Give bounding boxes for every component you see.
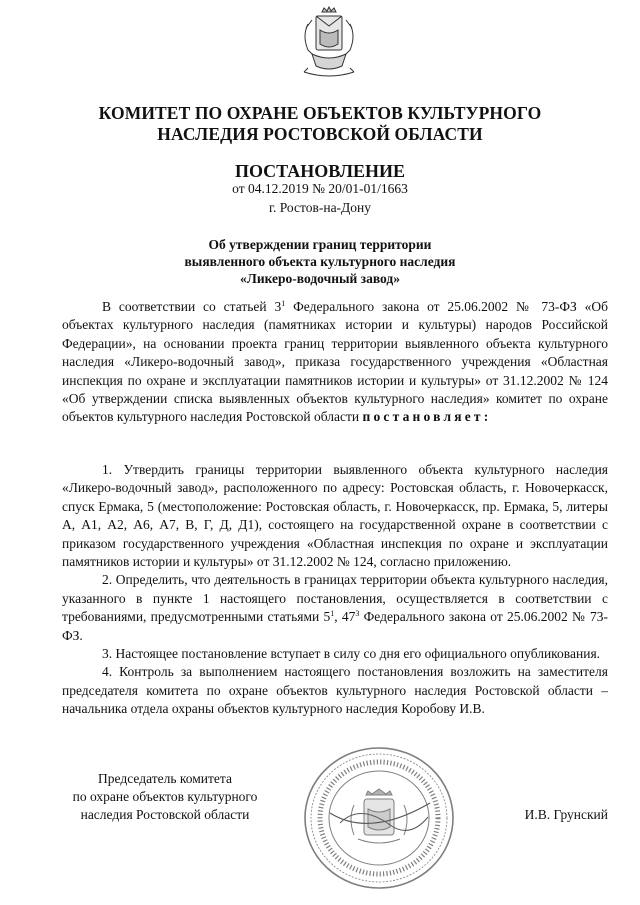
intro-paragraph <box>62 298 608 427</box>
item-2-text-2: , 47 <box>334 609 356 625</box>
signer-title-line-3: наследия Ростовской области <box>80 807 250 822</box>
item-2-text-1: 2. Определить, что деятельность в границах территории объекта культурного наследия, указанного в пункте 1 настоящего постановления, осуществляется в соответствии с требованиями, предусмотренными статьями 5 <box>62 572 608 625</box>
organization-name <box>0 103 640 145</box>
subject-line-3: «Ликеро-водочный завод» <box>240 271 400 286</box>
intro-superscript: 1 <box>281 299 286 308</box>
item-1: 1. Утвердить границы территории выявленного объекта культурного наследия «Ликеро-водочный завод», расположенного по адресу: Ростовская область, г. Новочеркасск, спуск Ермака, 5 (местоположение: Ростовская область, г. Новочеркасск, пр. Ермака, 5, литеры А, А1, А2, А6, А7, В, Г, Д, Д1), состоящего на государственной охране в соответствии с приказом государственного учреждения «Областная инспекция по охране и эксплуатации памятников истории и культуры» от 31.12.2002 № 124, согласно приложению. <box>62 462 608 570</box>
item-3: 3. Настоящее постановление вступает в силу со дня его официального опубликования. <box>102 646 601 662</box>
coat-of-arms-icon <box>298 6 360 82</box>
org-line-2: НАСЛЕДИЯ РОСТОВСКОЙ ОБЛАСТИ <box>157 124 483 144</box>
subject-line-1: Об утверждении границ территории <box>208 237 432 252</box>
subject-line-2: выявленного объекта культурного наследия <box>184 254 456 269</box>
signer-name: И.В. Грунский <box>524 807 608 822</box>
item-2-text-3: Федерального закона от 25.06.2002 № 73-ФЗ. <box>62 609 608 643</box>
item-2-superscript-1: 1 <box>330 609 335 619</box>
document-subject <box>0 236 640 287</box>
item-2 <box>62 571 608 645</box>
item-4: 4. Контроль за выполнением настоящего постановления возложить на заместителя председателя комитета по охране объектов культурного наследия Ростовской области – начальника отдела охраны объектов культурного наследия Коробову И.В. <box>62 664 608 717</box>
document-city: г. Ростов-на-Дону <box>268 200 371 215</box>
resolves-word: постановляет: <box>362 409 492 425</box>
org-line-1: КОМИТЕТ ПО ОХРАНЕ ОБЪЕКТОВ КУЛЬТУРНОГО <box>98 103 542 123</box>
signer-title-line-1: Председатель комитета <box>98 771 232 786</box>
document-type: ПОСТАНОВЛЕНИЕ <box>234 161 406 181</box>
item-2-superscript-2: 3 <box>355 609 360 619</box>
intro-text-1: В соответствии со статьей 3 <box>102 299 282 314</box>
signer-title <box>40 770 290 824</box>
intro-text-2: Федерального закона от 25.06.2002 № 73-ФЗ «Об объектах культурного наследия (памятниках истории и культуры) народов Российской Федерации», на основании проекта границ территории выявленного объекта культурного наследия «Ликеро-водочный завод», приказа государственного учреждения «Областная инспекция по охране и эксплуатации памятников истории и культуры» от 31.12.2002 № 124 «Об утверждении списка выявленных объектов культурного наследия» комитет по охране объектов культурного наследия Ростовской области <box>62 299 608 425</box>
official-seal-icon <box>300 743 458 893</box>
resolution-items <box>62 461 608 719</box>
signer-title-line-2: по охране объектов культурного <box>72 789 258 804</box>
document-date-number: от 04.12.2019 № 20/01-01/1663 <box>232 181 408 196</box>
